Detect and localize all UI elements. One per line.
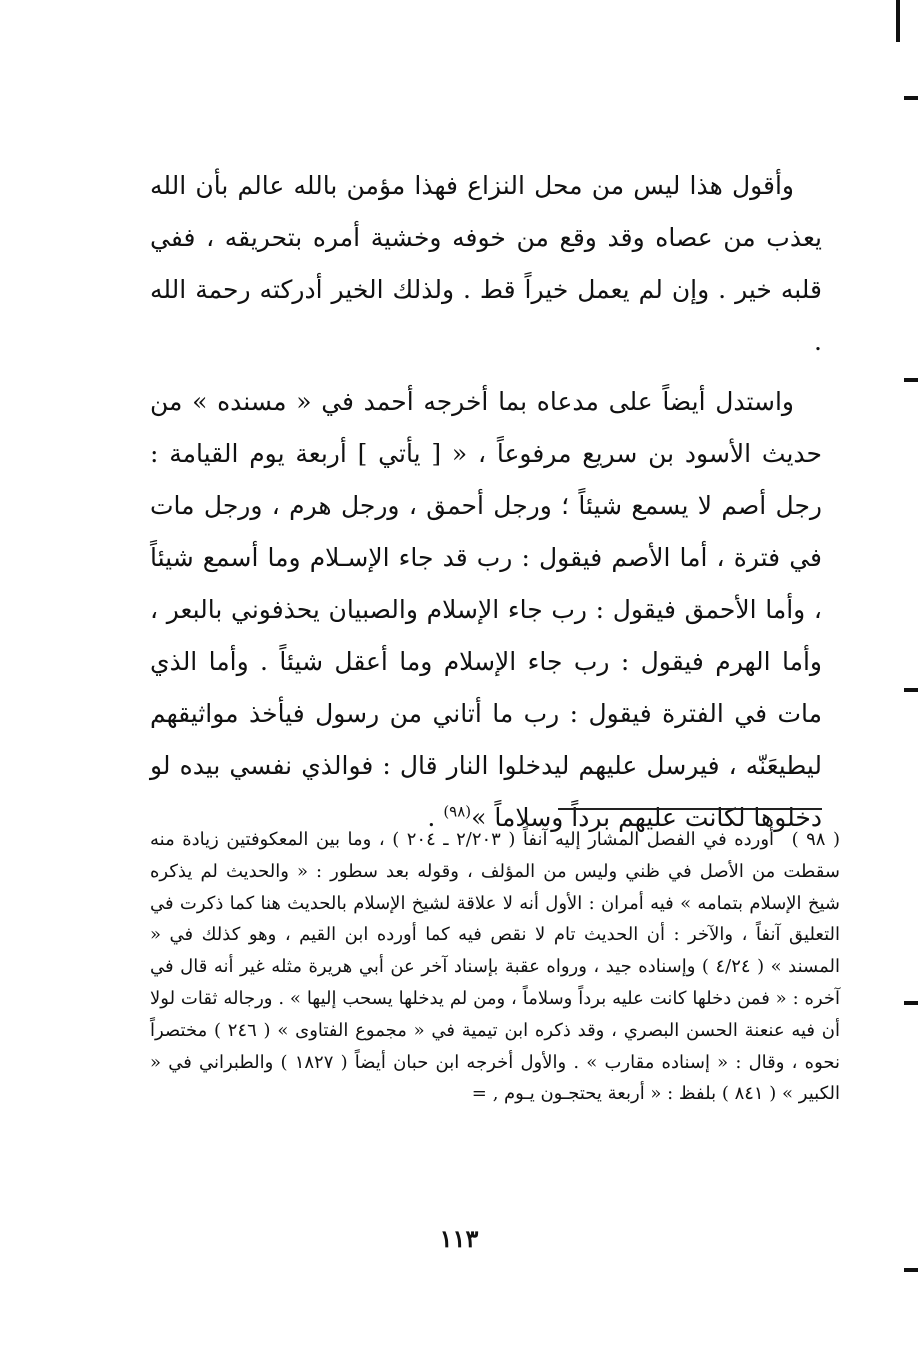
paragraph-2-text: واستدل أيضاً على مدعاه بما أخرجه أحمد في « مسنده » من حديث الأسود بن سريع مرفوعاً ، « [ يأتي ] أربعة يوم القيامة : رجل أصم لا يسمع شيئاً ؛ ورجل أحمق ، ورجل هرم ، ورجل مات في فترة ، أما الأصم فيقول : رب قد جاء الإسـلام وما أسمع شيئاً ، وأما الأحمق فيقول : رب جاء الإسلام والصبيان يحذفوني بالبعر ، وأما الهرم فيقول : رب جاء الإسلام وما أعقل شيئاً . وأما الذي مات في الفترة فيقول : رب ما أتاني من رسول فيأخذ مواثيقهم ليطيعَنّه ، فيرسل عليهم ليدخلوا النار قال : فوالذي نفسي بيده لو دخلوها لكانت عليهم برداً وسلاماً » [150,387,822,832]
footnote-reference: (٩٨) [443,802,472,821]
footnote-number: ( ٩٨ ) [791,829,841,850]
page-number: ١١٣ [439,1224,479,1253]
footnote [150,824,840,1110]
paragraph-2 [150,376,822,844]
paragraph-1: وأقول هذا ليس من محل النزاع فهذا مؤمن بالله عالم بأن الله يعذب من عصاه وقد وقع من خوفه وخشية أمره بتحريقه ، ففي قلبه خير . وإن لم يعمل خيراً قط . ولذلك الخير أدركته رحمة الله . [150,171,822,356]
margin-mark [904,378,918,382]
margin-mark [904,1001,918,1005]
margin-mark [904,1268,918,1272]
footnote-text: أورده في الفصل المشار إليه آنفاً ( ٢/٢٠٣ ـ ٢٠٤ ) ، وما بين المعكوفتين زيادة منه سقطت من الأصل في ظني وليس من المؤلف ، وقوله بعد سطور : « والحديث لم يذكره شيخ الإسلام بتمامه » فيه أمران : الأول أنه لا علاقة لشيخ الإسلام بالحديث هنا كما ذكرت في التعليق آنفاً ، والآخر : أن الحديث تام لا نقص فيه كما أورده ابن القيم ، وهو كذلك في « المسند » ( ٤/٢٤ ) وإسناده جيد ، ورواه عقبة بإسناد آخر عن أبي هريرة مثله غير أنه قال في آخره : « فمن دخلها كانت عليه برداً وسلاماً ، ومن لم يدخلها يسحب إليها » . ورجاله ثقات لولا أن فيه عنعنة الحسن البصري ، وقد ذكره ابن تيمية في « مجموع الفتاوى » ( ٢٤٦ ) مختصراً نحوه ، وقال : « إسناده مقارب » . والأول أخرجه ابن حبان أيضاً ( ١٨٢٧ ) والطبراني في « الكبير » ( ٨٤١ ) بلفظ : « أربعة يحتجـون يـوم ‚ = [150,829,840,1105]
margin-mark [904,688,918,692]
paragraph-2-end: . [427,803,444,832]
margin-mark [904,96,918,100]
main-text [150,160,822,852]
footnote-divider [558,808,822,810]
page-edge-mark [896,0,900,42]
